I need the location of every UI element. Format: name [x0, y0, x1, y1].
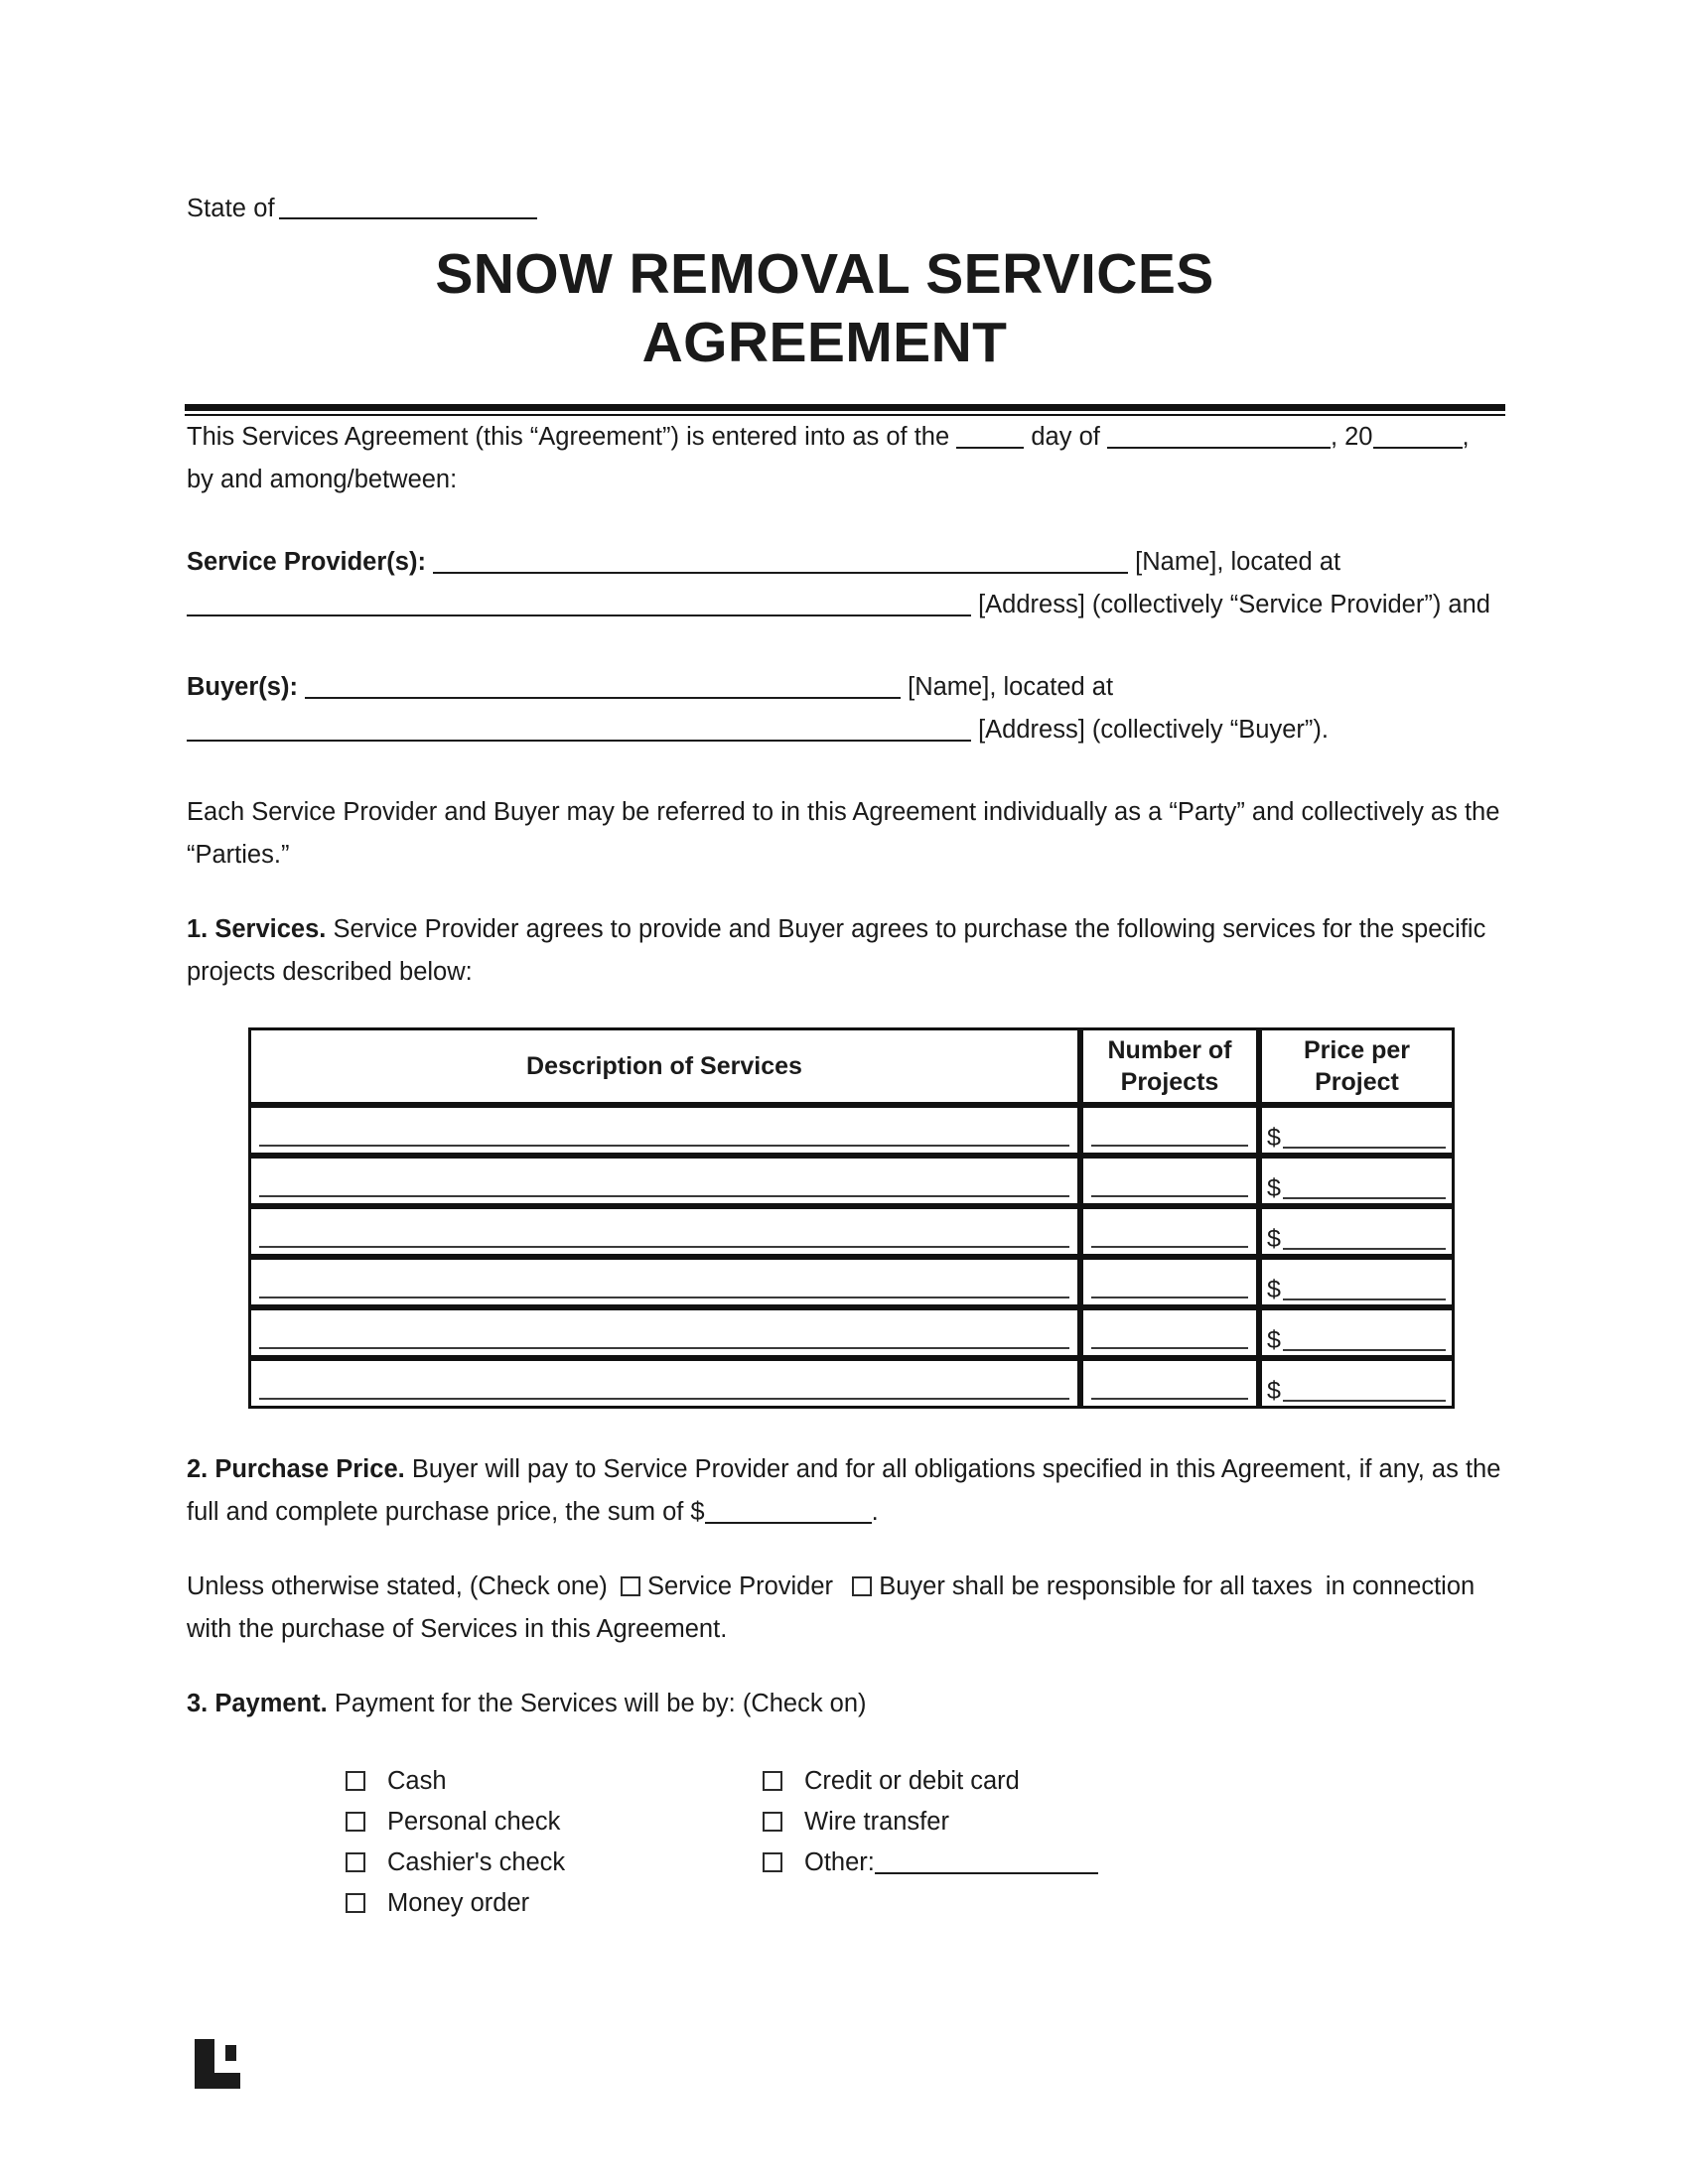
- cell-price-per-project[interactable]: [1259, 1257, 1455, 1307]
- number-fill-line: [1091, 1145, 1248, 1147]
- currency-symbol: $: [1267, 1325, 1281, 1354]
- column-header-number-of-projects: [1080, 1027, 1259, 1105]
- table-row: [248, 1307, 1455, 1358]
- description-fill-line: [259, 1347, 1069, 1349]
- buyer-label: Buyer(s):: [187, 672, 298, 701]
- section-payment-text: Payment for the Services will be by: (Check on): [334, 1689, 867, 1717]
- intro-paragraph: [187, 416, 1502, 501]
- price-fill-line: [1283, 1323, 1446, 1351]
- cell-number-of-projects[interactable]: [1080, 1206, 1259, 1257]
- payment-option-cash-label: Cash: [387, 1766, 447, 1795]
- page-title: [187, 240, 1502, 378]
- currency-symbol: $: [1267, 1275, 1281, 1303]
- payment-option-cashiers-check[interactable]: [346, 1843, 763, 1883]
- payment-option-credit-or-debit-card[interactable]: [763, 1761, 1502, 1802]
- taxes-option-buyer[interactable]: [852, 1572, 1313, 1600]
- title-line-1: SNOW REMOVAL SERVICES: [435, 241, 1214, 306]
- cell-number-of-projects[interactable]: [1080, 1358, 1259, 1409]
- currency-symbol: $: [1267, 1224, 1281, 1253]
- cell-description[interactable]: [248, 1156, 1080, 1206]
- cell-number-of-projects[interactable]: [1080, 1105, 1259, 1156]
- cell-price-per-project[interactable]: [1259, 1156, 1455, 1206]
- taxes-option-buyer-label: Buyer shall be responsible for all taxes: [879, 1571, 1313, 1600]
- description-fill-line: [259, 1145, 1069, 1147]
- payment-option-cashiers-check-label: Cashier's check: [387, 1847, 566, 1876]
- intro-text-part-5: , by and among/between:: [187, 422, 1470, 493]
- cell-description[interactable]: [248, 1105, 1080, 1156]
- day-blank-field[interactable]: [956, 447, 1024, 449]
- number-fill-line: [1091, 1297, 1248, 1298]
- cell-description[interactable]: [248, 1358, 1080, 1409]
- cell-number-of-projects[interactable]: [1080, 1257, 1259, 1307]
- section-services-number: 1. Services.: [187, 914, 327, 943]
- column-header-description: Description of Services: [248, 1027, 1080, 1105]
- column-header-number-line-1: Number of: [1107, 1035, 1232, 1064]
- number-fill-line: [1091, 1195, 1248, 1197]
- payment-grid-spacer: [763, 1883, 1502, 1924]
- description-fill-line: [259, 1246, 1069, 1248]
- payment-option-wire-transfer[interactable]: [763, 1802, 1502, 1843]
- table-row: [248, 1206, 1455, 1257]
- cell-number-of-projects[interactable]: [1080, 1307, 1259, 1358]
- payment-option-credit-or-debit-card-label: Credit or debit card: [804, 1766, 1020, 1795]
- description-fill-line: [259, 1195, 1069, 1197]
- payment-option-money-order[interactable]: [346, 1883, 763, 1924]
- cell-price-per-project[interactable]: [1259, 1358, 1455, 1409]
- table-row: [248, 1105, 1455, 1156]
- legal-templates-logo-icon: [195, 2039, 240, 2089]
- cell-description[interactable]: [248, 1307, 1080, 1358]
- services-table-head: [248, 1027, 1455, 1105]
- checkbox-icon[interactable]: [852, 1576, 872, 1596]
- purchase-sum-field[interactable]: [705, 1522, 872, 1524]
- service-provider-label: Service Provider(s):: [187, 547, 426, 576]
- payment-option-cash[interactable]: [346, 1761, 763, 1802]
- buyer-block: [187, 666, 1502, 751]
- column-header-price-line-2: Project: [1315, 1067, 1399, 1096]
- buyer-address-field[interactable]: [187, 740, 971, 742]
- intro-text-part-3: ,: [1330, 422, 1338, 451]
- currency-symbol: $: [1267, 1376, 1281, 1405]
- payment-option-other-label: Other:: [804, 1847, 875, 1876]
- payment-options-grid: [346, 1761, 1502, 1924]
- number-fill-line: [1091, 1246, 1248, 1248]
- currency-symbol: $: [1267, 1173, 1281, 1202]
- state-line: [187, 194, 1502, 224]
- checkbox-icon[interactable]: [621, 1576, 640, 1596]
- table-row: [248, 1156, 1455, 1206]
- service-provider-address-tag: [Address] (collectively “Service: [978, 590, 1324, 618]
- cell-price-per-project[interactable]: [1259, 1307, 1455, 1358]
- service-provider-continuation: Provider”) and: [1330, 590, 1490, 618]
- section-purchase-price: [187, 1448, 1502, 1534]
- checkbox-icon[interactable]: [346, 1812, 365, 1832]
- section-payment: [187, 1683, 1502, 1725]
- checkbox-icon[interactable]: [763, 1852, 782, 1872]
- buyer-name-field[interactable]: [305, 697, 901, 699]
- state-label: State of: [187, 195, 275, 222]
- number-fill-line: [1091, 1347, 1248, 1349]
- cell-price-per-project[interactable]: [1259, 1206, 1455, 1257]
- section-purchase-price-text: Buyer will pay to Service Provider and for all obligations specified in this Agreement, if any, as the full and complete purchase price, the sum of $: [187, 1454, 1501, 1526]
- taxes-trailing-text: in connection with the purchase of Services in this Agreement.: [187, 1571, 1476, 1643]
- section-services: [187, 908, 1502, 994]
- price-fill-line: [1283, 1171, 1446, 1199]
- service-provider-block: [187, 541, 1502, 626]
- intro-text-part-4: 20: [1344, 422, 1373, 451]
- payment-option-other[interactable]: [763, 1843, 1502, 1883]
- cell-price-per-project[interactable]: [1259, 1105, 1455, 1156]
- services-table: [248, 1027, 1455, 1409]
- column-header-number-line-2: Projects: [1120, 1067, 1219, 1096]
- divider-thick-line: [185, 404, 1505, 411]
- section-services-text: Service Provider agrees to provide and Buyer agrees to purchase the following services for the specific projects described below:: [187, 914, 1486, 986]
- cell-description[interactable]: [248, 1257, 1080, 1307]
- parties-paragraph: Each Service Provider and Buyer may be referred to in this Agreement individually as a “Party” and collectively as the “Parties.”: [187, 797, 1500, 869]
- taxes-option-service-provider-label: Service Provider: [646, 1571, 834, 1600]
- price-fill-line: [1283, 1374, 1446, 1402]
- service-provider-name-field[interactable]: [433, 572, 1128, 574]
- checkbox-icon[interactable]: [763, 1771, 782, 1791]
- taxes-intro-text: Unless otherwise stated, (Check one): [187, 1571, 608, 1600]
- buyer-name-tag: [Name], located at: [908, 672, 1114, 701]
- number-fill-line: [1091, 1398, 1248, 1400]
- section-purchase-price-period: .: [871, 1497, 879, 1526]
- payment-option-wire-transfer-label: Wire transfer: [804, 1807, 949, 1836]
- service-provider-address-field[interactable]: [187, 614, 971, 616]
- currency-symbol: $: [1267, 1123, 1281, 1152]
- services-table-wrapper: [248, 1027, 1455, 1409]
- column-header-price-per-project: [1259, 1027, 1455, 1105]
- title-divider: [185, 404, 1505, 416]
- checkbox-icon[interactable]: [346, 1852, 365, 1872]
- section-payment-number: 3. Payment.: [187, 1689, 328, 1717]
- intro-text-part-2: day of: [1031, 422, 1100, 451]
- payment-option-personal-check[interactable]: [346, 1802, 763, 1843]
- column-header-price-line-1: Price per: [1303, 1035, 1410, 1064]
- payment-option-money-order-label: Money order: [387, 1888, 530, 1917]
- payment-option-personal-check-label: Personal check: [387, 1807, 561, 1836]
- taxes-paragraph: [187, 1566, 1502, 1651]
- cell-description[interactable]: [248, 1206, 1080, 1257]
- logo-stub: [225, 2045, 236, 2061]
- payment-option-other-field[interactable]: [875, 1872, 1098, 1874]
- description-fill-line: [259, 1297, 1069, 1298]
- cell-number-of-projects[interactable]: [1080, 1156, 1259, 1206]
- intro-text-part-1: This Services Agreement (this “Agreement”) is entered into as of the: [187, 422, 950, 451]
- services-table-body: [248, 1105, 1455, 1409]
- state-blank-field[interactable]: [279, 217, 537, 219]
- checkbox-icon[interactable]: [346, 1893, 365, 1913]
- year-blank-field[interactable]: [1373, 447, 1463, 449]
- buyer-address-tag: [Address] (collectively “Buyer”).: [978, 715, 1329, 744]
- service-provider-name-tag: [Name], located at: [1135, 547, 1341, 576]
- document-content: [187, 194, 1502, 1924]
- price-fill-line: [1283, 1273, 1446, 1300]
- price-fill-line: [1283, 1121, 1446, 1149]
- table-row: [248, 1358, 1455, 1409]
- month-blank-field[interactable]: [1107, 447, 1331, 449]
- title-line-2: AGREEMENT: [641, 311, 1008, 375]
- checkbox-icon[interactable]: [763, 1812, 782, 1832]
- price-fill-line: [1283, 1222, 1446, 1250]
- section-purchase-price-number: 2. Purchase Price.: [187, 1454, 405, 1483]
- taxes-option-service-provider[interactable]: [621, 1572, 833, 1600]
- table-header-row: [248, 1027, 1455, 1105]
- description-fill-line: [259, 1398, 1069, 1400]
- checkbox-icon[interactable]: [346, 1771, 365, 1791]
- table-row: [248, 1257, 1455, 1307]
